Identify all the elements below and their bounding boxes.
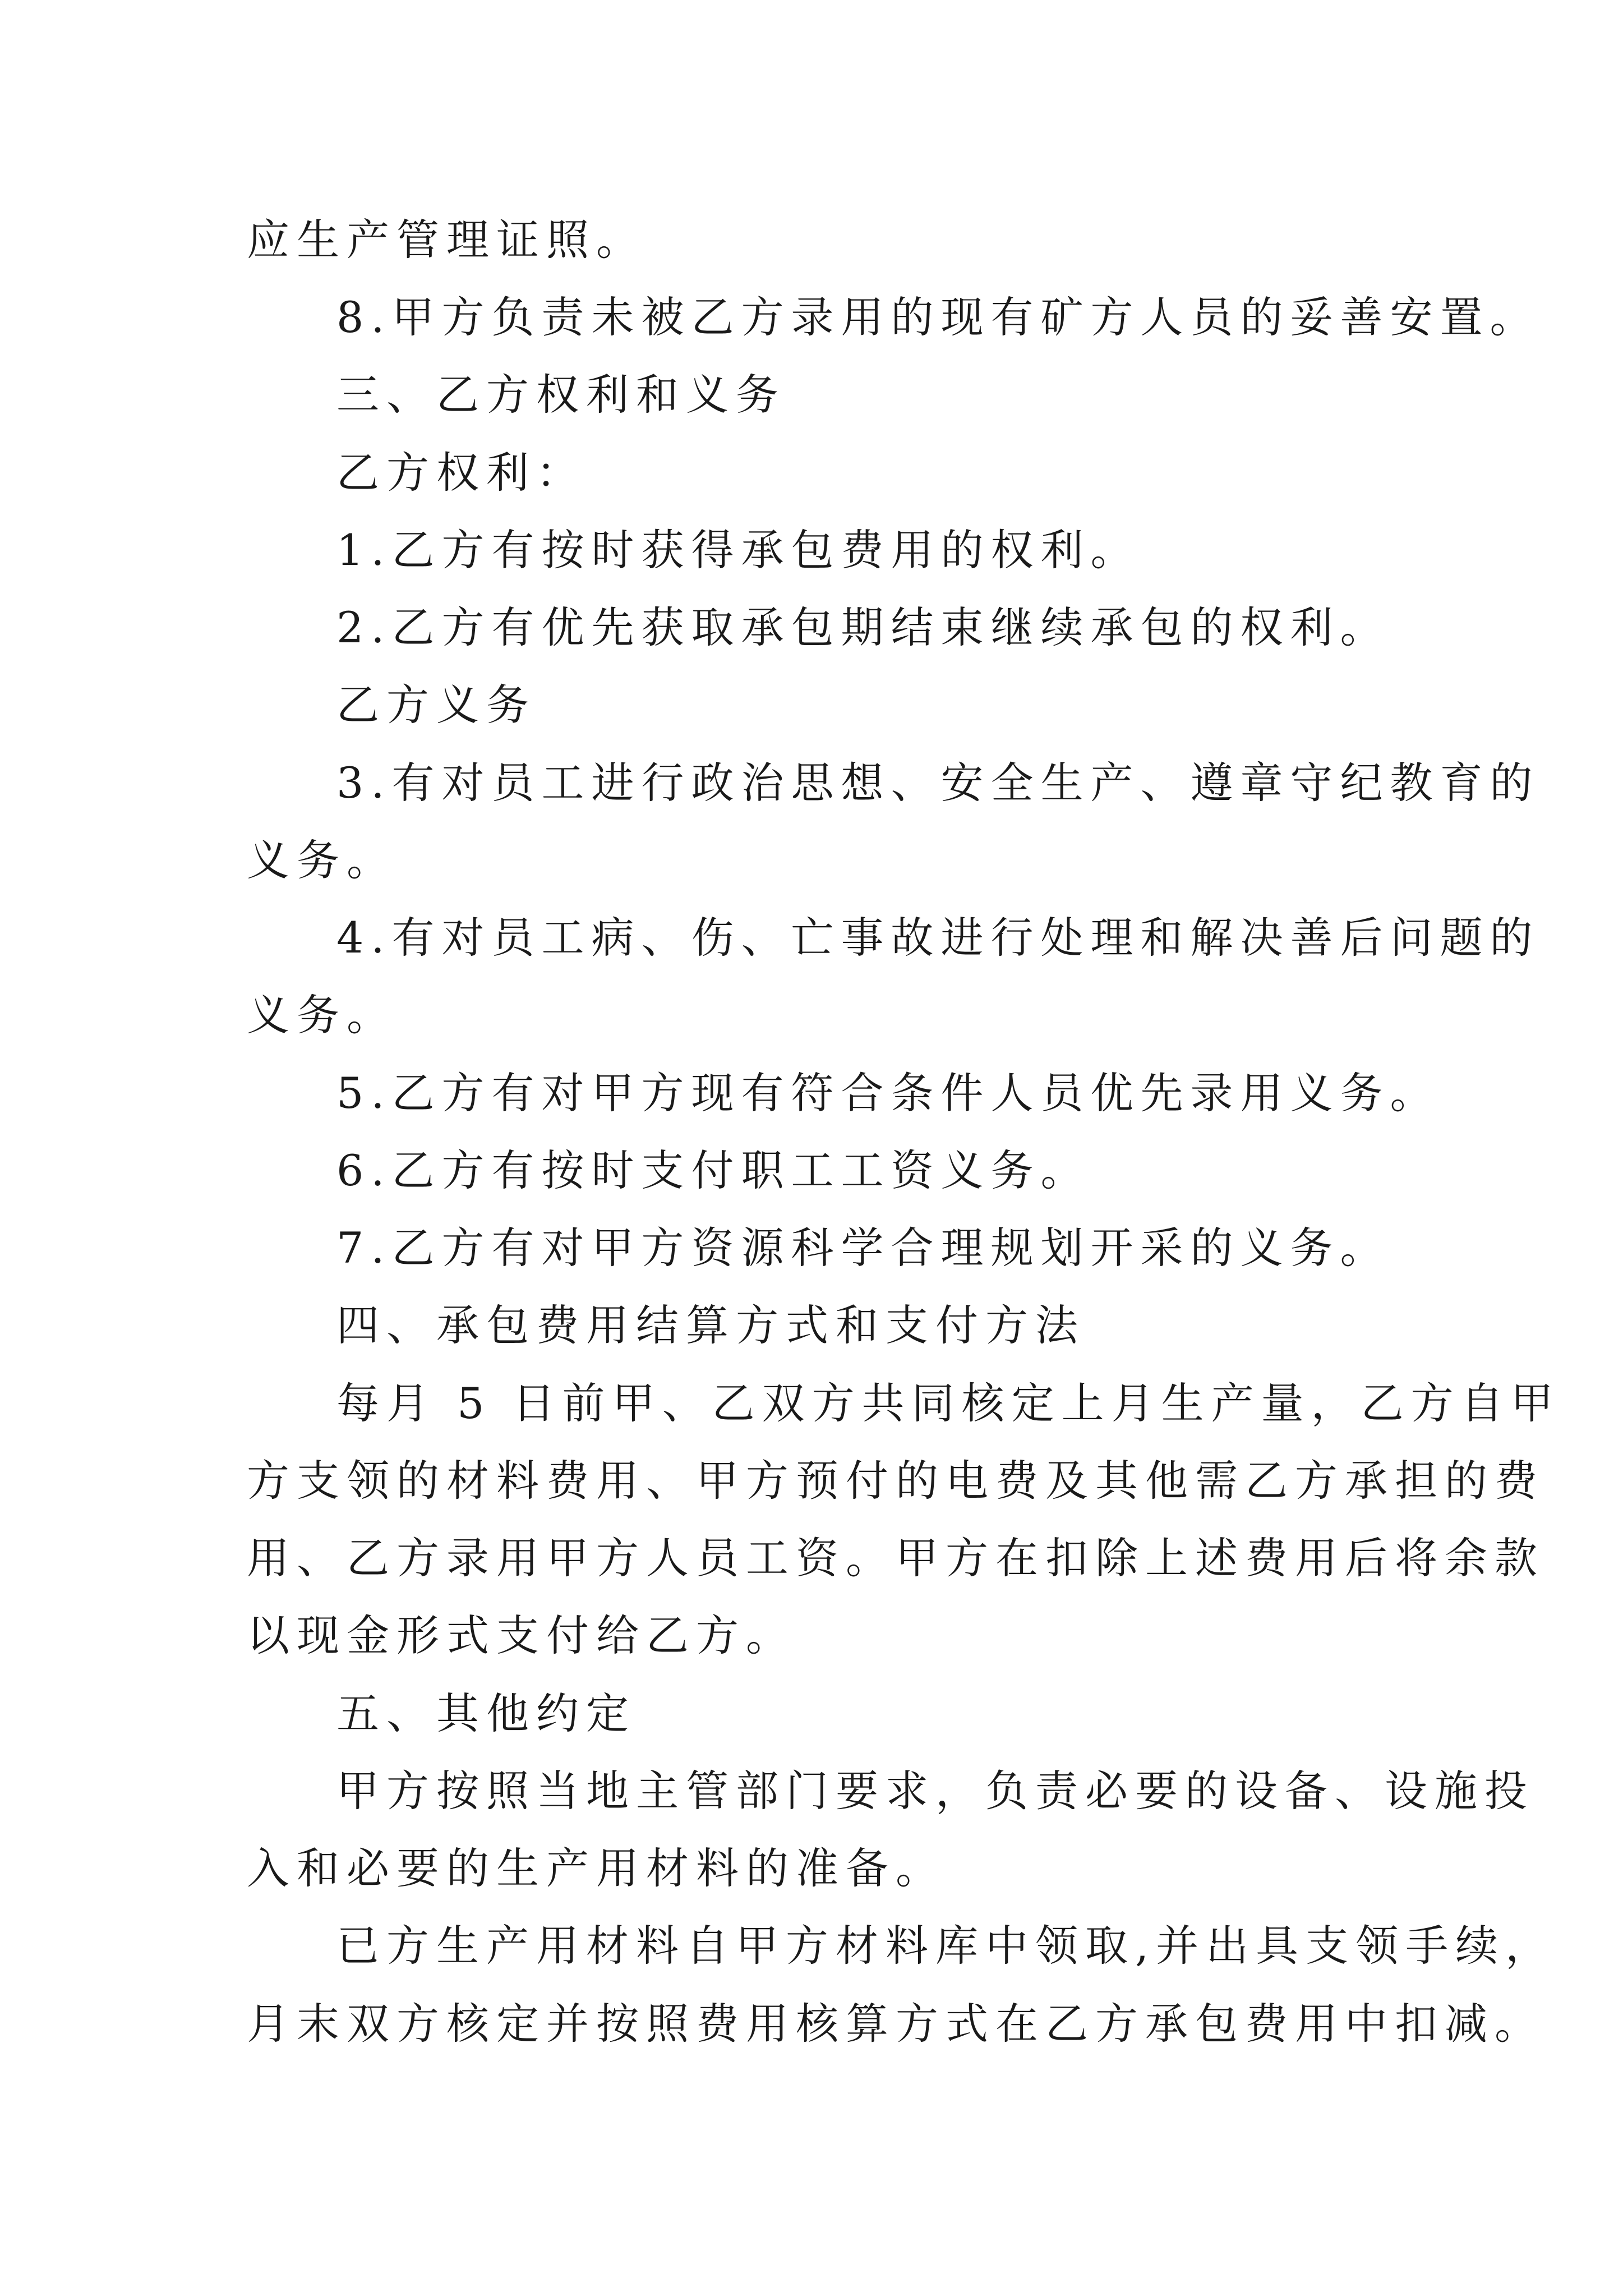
text-line: 6.乙方有按时支付职工工资义务。 [336, 1145, 1091, 1195]
text-line: 用、乙方录用甲方人员工资。甲方在扣除上述费用后将余款 [247, 1533, 1544, 1583]
text-line: 8.甲方负责未被乙方录用的现有矿方人员的妥善安置。 [336, 292, 1540, 342]
text-line: 7.乙方有对甲方资源科学合理规划开采的义务。 [336, 1223, 1390, 1273]
text-line: 4.有对员工病、伤、亡事故进行处理和解决善后问题的 [336, 913, 1540, 963]
text-line: 已方生产用材料自甲方材料库中领取,并出具支领手续， [336, 1921, 1556, 1971]
text-line: 1.乙方有按时获得承包费用的权利。 [336, 525, 1141, 575]
section-heading: 四、承包费用结算方式和支付方法 [336, 1300, 1085, 1350]
text-line: 方支领的材料费用、甲方预付的电费及其他需乙方承担的费 [247, 1456, 1544, 1506]
text-line: 义务。 [247, 990, 396, 1040]
text-line: 入和必要的生产用材料的准备。 [247, 1843, 946, 1893]
text-line: 乙方权利： [336, 448, 586, 498]
text-line: 应生产管理证照。 [247, 215, 646, 265]
text-line: 以现金形式支付给乙方。 [247, 1611, 796, 1660]
text-line: 乙方义务 [336, 680, 536, 730]
text-line: 每月 5 日前甲、乙双方共同核定上月生产量，乙方自甲 [336, 1378, 1561, 1428]
text-line: 3.有对员工进行政治思想、安全生产、遵章守纪教育的 [336, 758, 1540, 808]
text-line: 月末双方核定并按照费用核算方式在乙方承包费用中扣减。 [247, 1999, 1544, 2049]
section-heading: 三、乙方权利和义务 [336, 370, 786, 420]
text-line: 2.乙方有优先获取承包期结束继续承包的权利。 [336, 602, 1390, 652]
text-line: 甲方按照当地主管部门要求，负责必要的设备、设施投 [336, 1766, 1534, 1816]
text-line: 5.乙方有对甲方现有符合条件人员优先录用义务。 [336, 1068, 1440, 1118]
section-heading: 五、其他约定 [336, 1688, 636, 1738]
text-line: 义务。 [247, 835, 396, 885]
